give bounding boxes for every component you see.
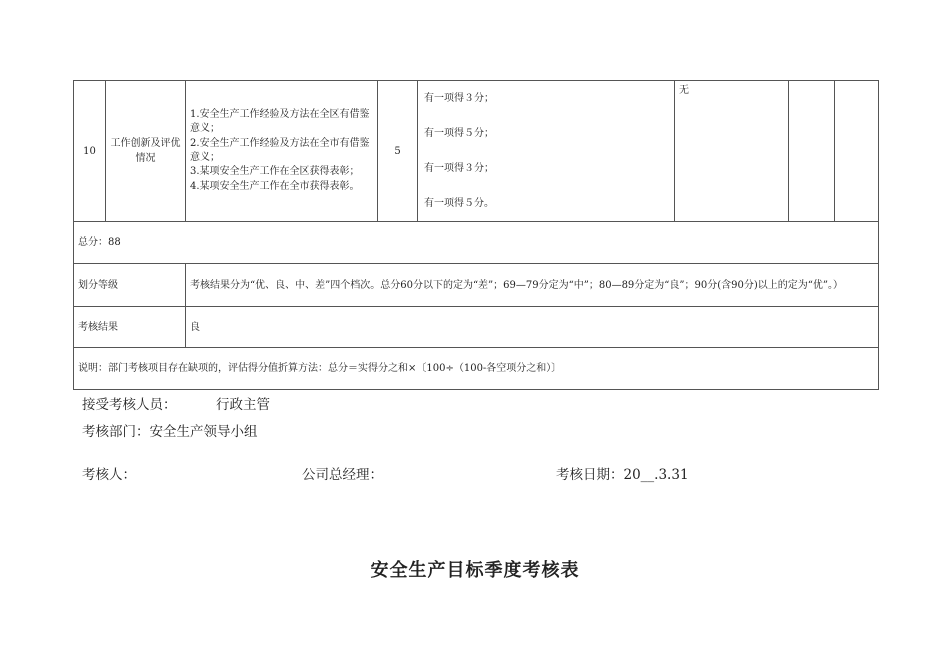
empty-cell [789,81,835,222]
scoring-line: 有一项得５分。 [424,198,494,209]
criteria-line: 2.安全生产工作经验及方法在全市有借鉴意义； [190,137,370,163]
assessment-date: 考核日期：20__.3.31 [556,467,689,483]
examinee-value: 行政主管 [216,397,270,413]
empty-cell [835,81,879,222]
assessing-dept: 考核部门：安全生产领导小组 [82,424,258,440]
scoring-line: 有一项得３分； [424,163,494,174]
criteria-line: 3.某项安全生产工作在全区获得表彰； [190,166,360,178]
item-name: 工作创新及评优情况 [106,81,186,222]
table-row [74,81,879,222]
table-row [74,264,879,307]
table-row [74,348,879,390]
total-score: 总分：88 [74,222,879,264]
deduction-note-cell: 无 [675,81,789,222]
scoring-line: 有一项得３分； [424,93,494,104]
examinee-label: 接受考核人员： [82,397,177,413]
scoring-line: 有一项得５分； [424,128,494,139]
result-label: 考核结果 [74,307,186,348]
criteria-line: 4.某项安全生产工作在全市获得表彰。 [190,180,360,192]
assessment-table [73,80,879,390]
scoring-cell [418,81,675,222]
criteria-cell [186,81,378,222]
result-value: 良 [186,307,879,348]
note-text: 说明：部门考核项目存在缺项的，评估得分值折算方法：总分＝实得分之和×〔100÷（100-各空项分之和）〕 [74,348,879,390]
grading-label: 划分等级 [74,264,186,307]
grading-text: 考核结果分为“优、良、中、差”四个档次。总分60分以下的定为“差”；69—79分定为“中”；80—89分定为“良”；90分(含90分)以上的定为“优”。） [186,264,879,307]
table-row [74,222,879,264]
table-row [74,307,879,348]
criteria-line: 1.安全生产工作经验及方法在全区有借鉴意义； [190,108,370,135]
general-manager-label: 公司总经理： [302,467,383,483]
row-number: 10 [74,81,106,222]
assessor-label: 考核人： [82,467,136,483]
next-page-title: 安全生产目标季度考核表 [370,560,580,581]
points-cell: 5 [378,81,418,222]
